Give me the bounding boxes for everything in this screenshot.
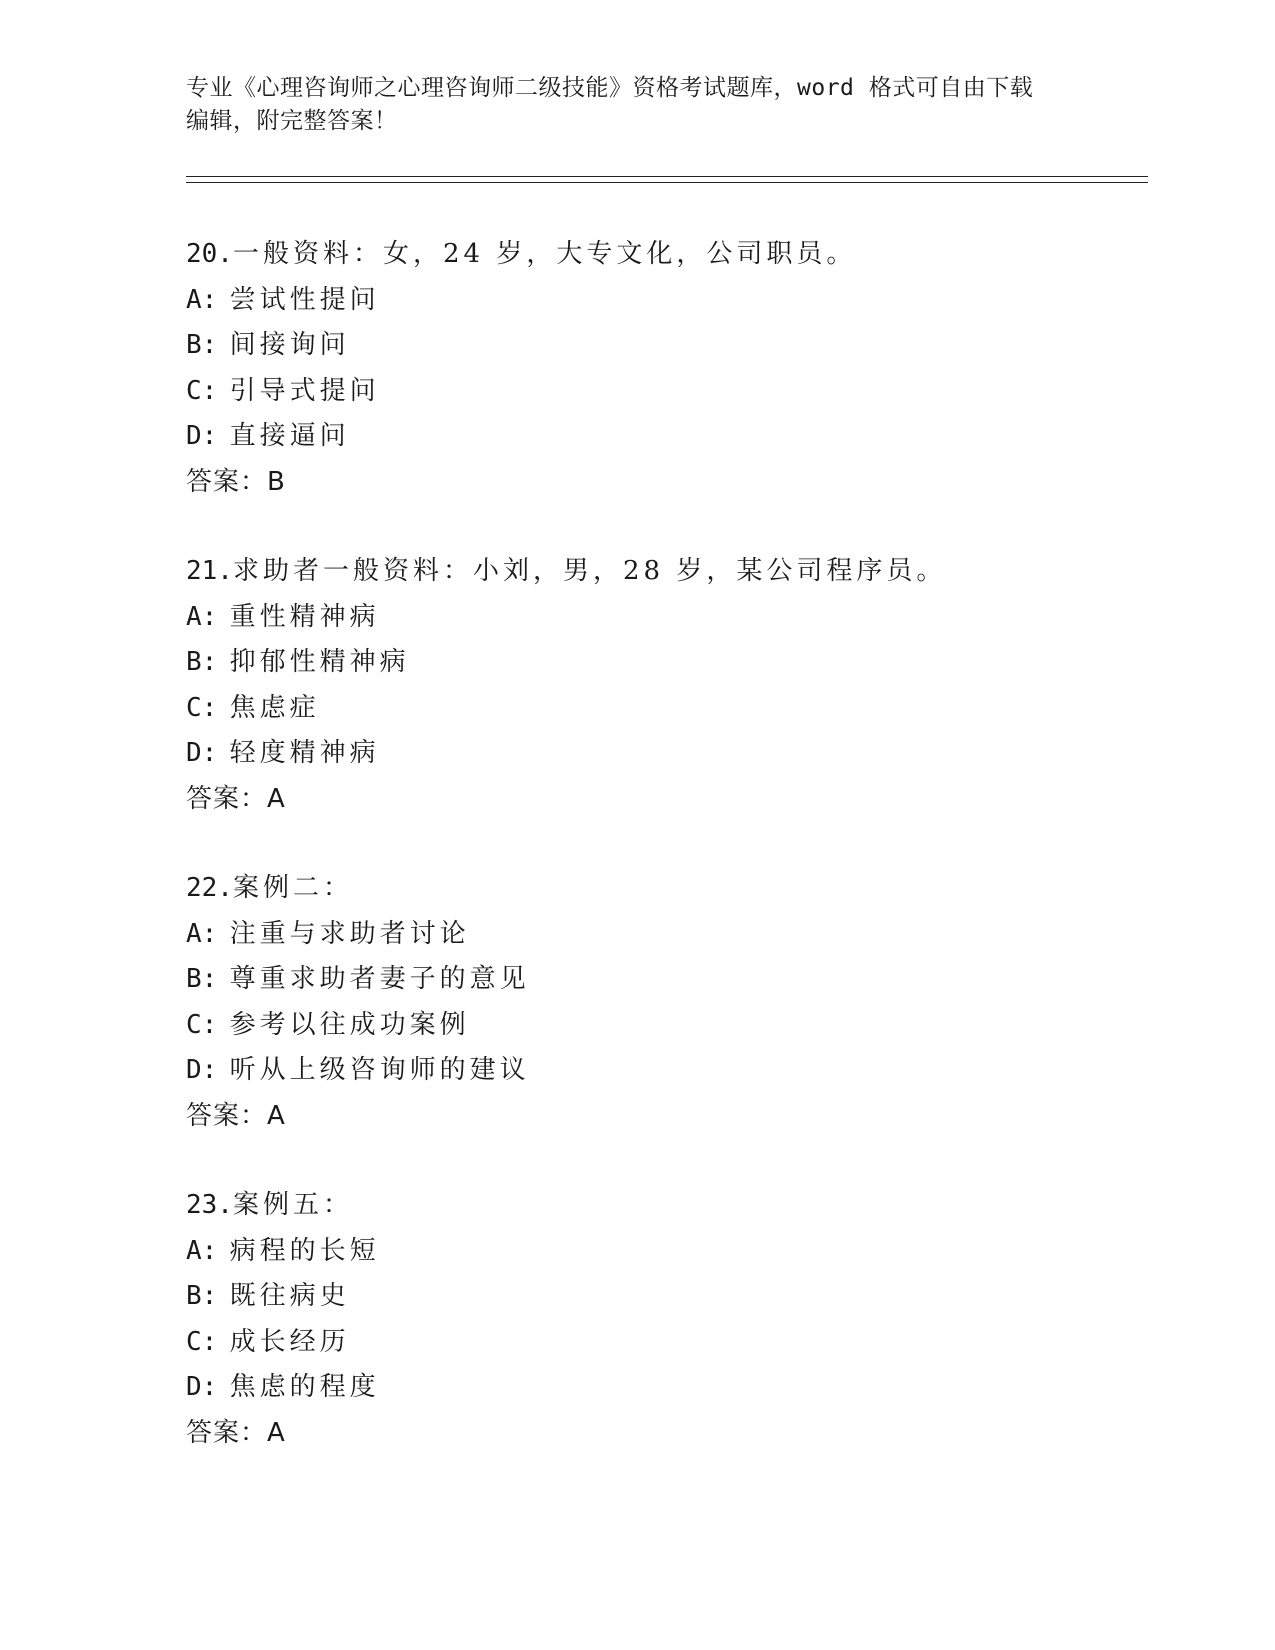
option-text: 抑郁性精神病 <box>229 647 410 677</box>
question-text: 案例五： <box>232 1190 353 1220</box>
header-divider-bottom <box>186 182 1148 183</box>
option-b <box>186 640 1146 686</box>
option-c <box>186 1320 1146 1366</box>
option-a <box>186 912 1146 958</box>
option-text: 既往病史 <box>229 1281 350 1311</box>
question-20 <box>186 232 1146 505</box>
option-text: 尝试性提问 <box>229 284 380 315</box>
option-text: 听从上级咨询师的建议 <box>229 1055 530 1085</box>
header-line-2: 编辑，附完整答案！ <box>186 108 398 134</box>
answer-line: 答案：A <box>186 783 286 814</box>
question-21 <box>186 549 1146 822</box>
option-letter: C: <box>186 1326 218 1357</box>
option-letter: D: <box>186 1055 218 1085</box>
option-letter: A: <box>186 284 218 315</box>
option-d <box>186 414 1146 460</box>
question-list <box>186 232 1146 1500</box>
question-23 <box>186 1183 1146 1456</box>
option-text: 焦虑症 <box>229 692 320 723</box>
option-letter: A: <box>186 601 218 632</box>
question-22 <box>186 866 1146 1139</box>
answer-line: 答案：A <box>186 1417 286 1448</box>
question-stem <box>186 549 1146 595</box>
option-text: 引导式提问 <box>229 375 380 406</box>
question-stem <box>186 232 1146 278</box>
option-a <box>186 1229 1146 1275</box>
option-letter: A: <box>186 918 218 949</box>
question-text: 一般资料：女，24 岁，大专文化，公司职员。 <box>232 239 857 269</box>
option-text: 注重与求助者讨论 <box>229 918 470 949</box>
option-c <box>186 686 1146 732</box>
question-number: 20. <box>186 239 233 269</box>
option-letter: B: <box>186 964 218 994</box>
option-letter: D: <box>186 738 218 768</box>
question-stem <box>186 866 1146 912</box>
option-text: 直接逼问 <box>229 421 350 451</box>
option-d <box>186 731 1146 777</box>
option-b <box>186 323 1146 369</box>
option-b <box>186 957 1146 1003</box>
option-b <box>186 1274 1146 1320</box>
option-letter: C: <box>186 692 218 723</box>
question-number: 22. <box>186 873 233 903</box>
option-text: 焦虑的程度 <box>229 1372 380 1402</box>
option-letter: B: <box>186 330 218 360</box>
question-number: 21. <box>186 556 233 586</box>
answer-line: 答案：A <box>186 1100 286 1131</box>
question-number: 23. <box>186 1190 233 1220</box>
option-letter: B: <box>186 1281 218 1311</box>
option-letter: C: <box>186 375 218 406</box>
question-text: 求助者一般资料：小刘，男，28 岁，某公司程序员。 <box>232 556 947 586</box>
option-letter: D: <box>186 1372 218 1402</box>
header-line-1: 专业《心理咨询师之心理咨询师二级技能》资格考试题库，word 格式可自由下载 <box>186 75 1034 101</box>
answer-line: 答案：B <box>186 466 286 497</box>
option-d <box>186 1365 1146 1411</box>
option-text: 尊重求助者妻子的意见 <box>229 964 530 994</box>
option-text: 重性精神病 <box>229 601 380 632</box>
option-text: 间接询问 <box>229 330 350 360</box>
option-d <box>186 1048 1146 1094</box>
option-text: 轻度精神病 <box>229 738 380 768</box>
header-divider-top <box>186 176 1148 177</box>
option-letter: A: <box>186 1235 218 1266</box>
option-text: 参考以往成功案例 <box>229 1009 470 1040</box>
option-a <box>186 595 1146 641</box>
option-letter: C: <box>186 1009 218 1040</box>
option-a <box>186 278 1146 324</box>
option-text: 成长经历 <box>229 1326 350 1357</box>
option-letter: B: <box>186 647 218 677</box>
question-text: 案例二： <box>232 873 353 903</box>
document-header <box>186 72 1086 138</box>
option-text: 病程的长短 <box>229 1235 380 1266</box>
question-stem <box>186 1183 1146 1229</box>
option-letter: D: <box>186 421 218 451</box>
option-c <box>186 1003 1146 1049</box>
option-c <box>186 369 1146 415</box>
